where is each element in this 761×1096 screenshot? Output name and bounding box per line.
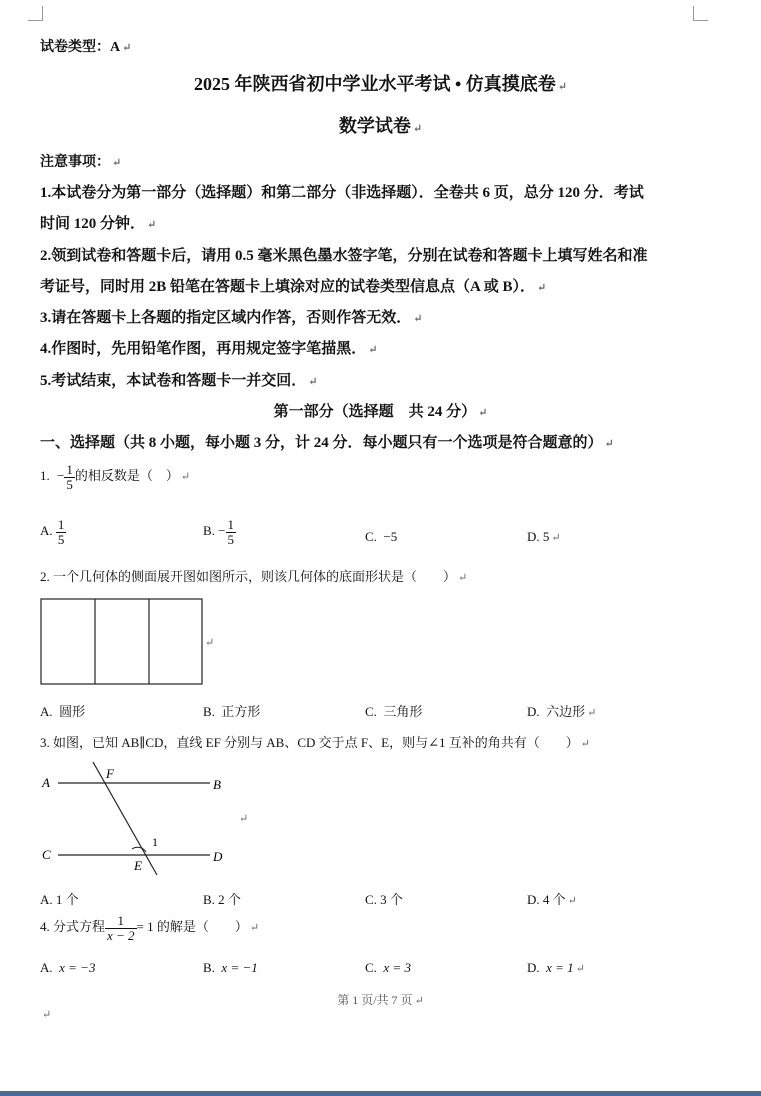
q3-option-b: B. 2 个 bbox=[203, 892, 241, 907]
point-label-b: B bbox=[213, 777, 221, 792]
q3-option-a: A. 1 个 bbox=[40, 892, 79, 907]
q1-option-a: A. $\frac{1}{5}$ bbox=[40, 517, 65, 547]
part-heading: 第一部分（选择题 共 24 分） ↵ bbox=[273, 404, 488, 420]
q4-option-d: D. x = 1 ↵ bbox=[527, 960, 585, 975]
q1-option-d: D. 5 ↵ bbox=[527, 529, 561, 544]
notice-item: 2.领到试卷和答题卡后，请用 0.5 毫米黑色墨水签字笔，分别在试卷和答题卡上填写姓名和准 bbox=[40, 248, 648, 264]
page-footer: 第 1 页/共 7 页 ↵ bbox=[337, 993, 424, 1007]
q3-option-d: D. 4 个 ↵ bbox=[527, 892, 577, 907]
q2-option-b: B. 正方形 bbox=[203, 704, 261, 719]
q4-option-a: A. x = −3 bbox=[40, 960, 96, 975]
notice-item: 考证号，同时用 2B 铅笔在答题卡上填涂对应的试卷类型信息点（A 或 B）． ↵ bbox=[40, 279, 547, 295]
q2-option-a: A. 圆形 bbox=[40, 704, 86, 719]
q2-option-d: D. 六边形 ↵ bbox=[527, 704, 597, 719]
question-3: 3. 如图，已知 AB∥CD，直线 EF 分别与 AB、CD 交于点 F、E，则与∠1 互补的角共有（ ） ↵ bbox=[40, 735, 590, 750]
q3-option-c: C. 3 个 bbox=[365, 892, 403, 907]
point-label-a: A bbox=[42, 775, 50, 790]
q4-option-b: B. x = −1 bbox=[203, 960, 258, 975]
q2-net-figure bbox=[40, 598, 215, 686]
question-2: 2. 一个几何体的侧面展开图如图所示，则该几何体的底面形状是（ ） ↵ bbox=[40, 569, 468, 584]
angle-label-1: 1 bbox=[152, 835, 158, 849]
window-bottom-bar bbox=[0, 1091, 761, 1096]
notice-heading: 注意事项： ↵ bbox=[40, 155, 122, 170]
exam-title: 2025 年陕西省初中学业水平考试 • 仿真摸底卷 ↵ bbox=[193, 74, 568, 94]
question-1: 1. − $\frac{1}{5}$ 的相反数是（ ） ↵ bbox=[40, 462, 191, 492]
q1-option-c: C. −5 bbox=[365, 529, 398, 544]
paragraph-mark: ↵ bbox=[239, 813, 249, 825]
corner-mark-right bbox=[693, 6, 708, 21]
section-heading: 一、选择题（共 8 小题，每小题 3 分，计 24 分．每小题只有一个选项是符合题意的） ↵ bbox=[40, 435, 614, 451]
paragraph-mark: ↵ bbox=[42, 1009, 52, 1021]
q4-option-c: C. x = 3 bbox=[365, 960, 411, 975]
question-4: 4. 分式方程 $\frac{1}{x - 2}$ = 1 的解是（ ） ↵ bbox=[40, 913, 260, 943]
notice-item: 4.作图时，先用铅笔作图，再用规定签字笔描黑． ↵ bbox=[40, 341, 378, 357]
exam-subtitle: 数学试卷 ↵ bbox=[338, 116, 423, 136]
point-label-c: C bbox=[42, 847, 51, 862]
corner-mark-left bbox=[28, 6, 43, 21]
notice-item: 时间 120 分钟． ↵ bbox=[40, 216, 157, 232]
q1-option-b: B. − $\frac{1}{5}$ bbox=[203, 517, 235, 547]
notice-item: 5.考试结束，本试卷和答题卡一并交回． ↵ bbox=[40, 373, 318, 389]
notice-item: 1.本试卷分为第一部分（选择题）和第二部分（非选择题）．全卷共 6 页，总分 120 分．考试 bbox=[40, 185, 644, 201]
paragraph-mark: ↵ bbox=[205, 637, 215, 649]
q2-option-c: C. 三角形 bbox=[365, 704, 423, 719]
point-label-e: E bbox=[134, 858, 142, 873]
q3-parallel-lines-figure bbox=[38, 758, 238, 880]
point-label-f: F bbox=[106, 766, 114, 781]
point-label-d: D bbox=[213, 849, 223, 864]
paper-type-label: 试卷类型：A ↵ bbox=[40, 40, 132, 55]
notice-item: 3.请在答题卡上各题的指定区域内作答，否则作答无效． ↵ bbox=[40, 310, 423, 326]
